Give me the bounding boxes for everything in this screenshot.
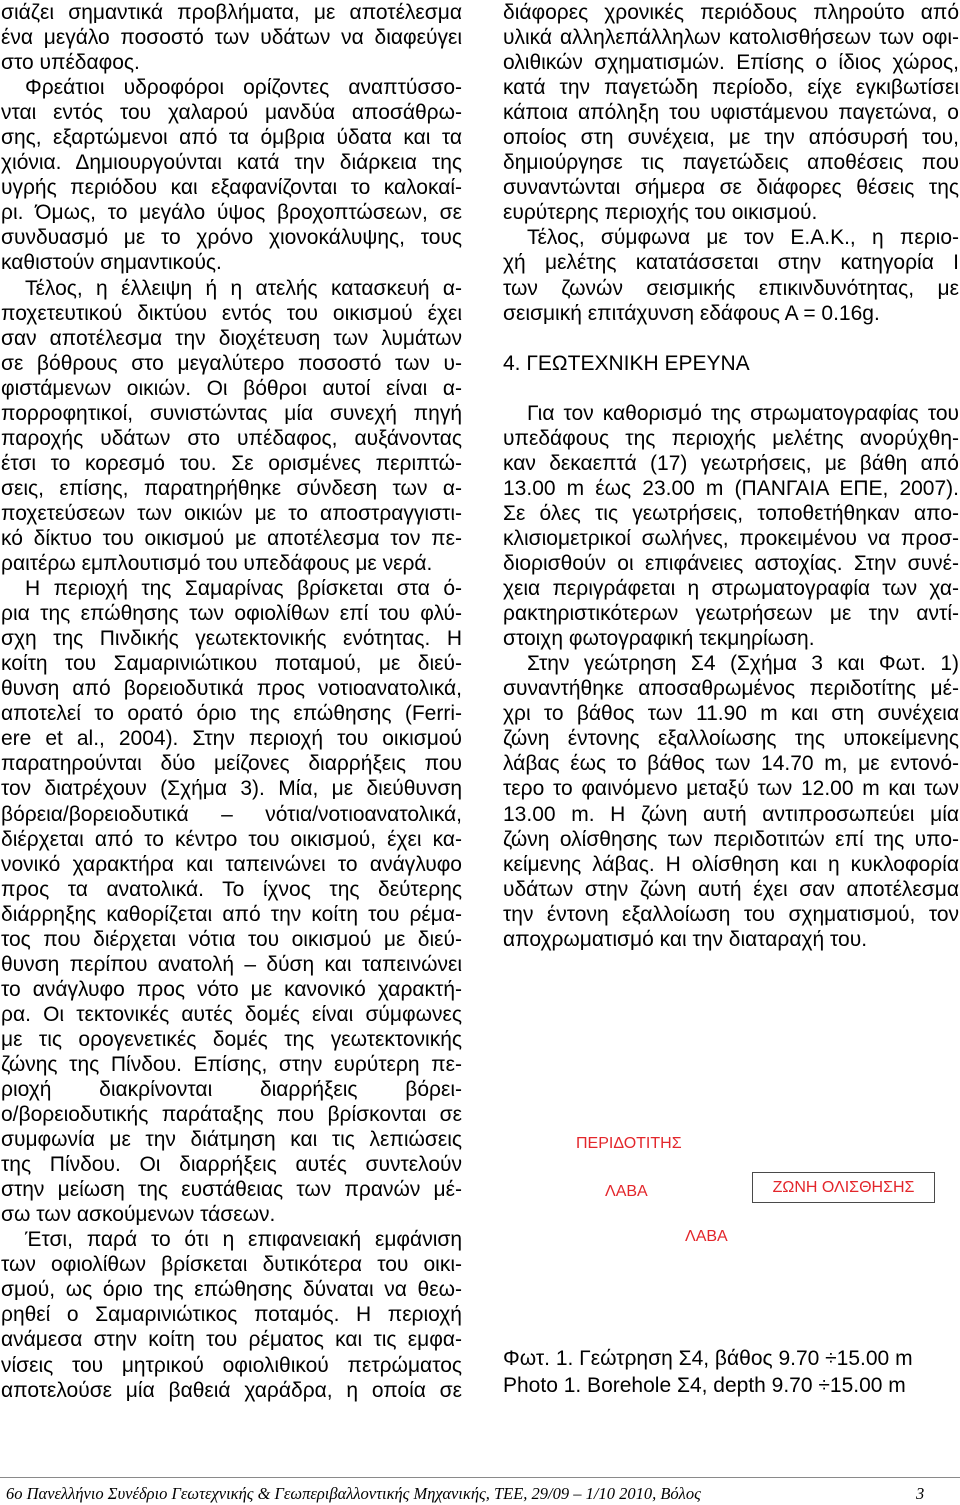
text-line: τον διατρέχουν (Σχήμα 3). Μία, με διεύθυνση — [1, 777, 462, 801]
text-line: ένα μεγάλο ποσοστό των υδάτων να διαφεύγει — [1, 26, 462, 50]
text-line: σχη της Πινδικής γεωτεκτονικής ενότητας. Η — [1, 627, 462, 651]
text-line: πορροφητικοί, συνιστώντας μία συνεχή πηγή — [1, 401, 462, 425]
text-line: Για τον καθορισμό της στρωματογραφίας του — [527, 401, 959, 425]
photo-caption-english: Photo 1. Borehole Σ4, depth 9.70 ÷15.00 m — [503, 1374, 906, 1397]
text-line: Τέλος, σύμφωνα με τον Ε.Α.Κ., η περιο- — [527, 226, 959, 250]
text-line: έτσι το κορεσμό του. Σε ορισμένες περιπτώ- — [1, 451, 462, 475]
text-line: σμού, ως όριο της επώθησης δύναται να θεω- — [1, 1278, 462, 1302]
text-line: υδάτων στην ζώνη αυτή έχει σαν αποτέλεσμα — [503, 877, 959, 901]
text-line: ευρύτερης περιοχής του οικισμού. — [503, 201, 818, 225]
text-line: χή μελέτης κατατάσσεται στην κατηγορία Ι — [503, 251, 959, 275]
text-line: συναντώνται σήμερα σε διάφορες θέσεις της — [503, 176, 959, 200]
text-line: σης, εξαρτώμενοι από τα όμβρια ύδατα και τα — [1, 126, 462, 150]
text-line: Η περιοχή της Σαμαρίνας βρίσκεται στα ό- — [25, 577, 462, 601]
text-line: κοίτη του Σαμαρινιώτικου ποταμού, με διεύ- — [1, 652, 462, 676]
text-line: κείμενης λάβας. Η ολίσθηση και η κυκλοφορία — [503, 852, 959, 876]
text-line: Τέλος, η έλλειψη ή η ατελής κατασκευή α- — [25, 276, 462, 300]
text-line: των οφιολίθων βρίσκεται δυτικότερα του οικι- — [1, 1253, 462, 1277]
text-line: ποχετεύσεων των οικιών με το αποστραγγιστι- — [1, 501, 462, 525]
page-number: 3 — [916, 1484, 925, 1503]
text-line: στοιχη φωτογραφική τεκμηρίωση. — [503, 627, 815, 651]
text-line: Σε όλες τις γεωτρήσεις, τοποθετήθηκαν απο- — [503, 501, 959, 525]
text-line: σε βόθρους στο μεγαλύτερο ποσοστό των υ- — [1, 351, 462, 375]
text-line: κάποια απόληξη του υφιστάμενου παγετώνα, ο — [503, 101, 959, 125]
text-line: χρι το βάθος των 11.90 m και στη συνέχεια — [503, 702, 959, 726]
text-line: φιστάμενων οικιών. Οι βόθροι αυτοί είναι α- — [1, 376, 462, 400]
blank-line — [503, 326, 959, 351]
text-line: 13.00 m. Η ζώνη αυτή αντιπροσωπεύει μία — [503, 802, 959, 826]
text-line: ζώνη ολίσθησης των περιδοτιτών επί της υπο- — [503, 827, 959, 851]
text-line: Φρεάτιοι υδροφόροι ορίζοντες αναπτύσσο- — [25, 76, 462, 100]
text-line: στην μείωση της ευστάθειας των πρανών μέ- — [1, 1178, 462, 1202]
text-line: διάρρηξης καθορίζεται από την κοίτη του ρέμα- — [1, 902, 462, 926]
photo-label-lava: ΛΑΒΑ — [597, 1178, 656, 1206]
text-line: θυνση περίπου ανατολή – δύση και ταπεινώνει — [1, 952, 462, 976]
text-line: ολιθικών σχηματισμών. Επίσης ο ίδιος χώρος, — [503, 51, 959, 75]
text-line: συναντήθηκε αποσαθρωμένος περιδοτίτης μέ- — [503, 677, 959, 701]
right-column — [503, 0, 959, 952]
text-line: υλικά αλληλεπάλληλων κατολισθήσεων των οφι- — [503, 26, 959, 50]
text-line: ο/βορειοδυτικής παράταξης που βρίσκονται σε — [1, 1103, 462, 1127]
text-line: τος που διέρχεται νότια του οικισμού με διεύ- — [1, 927, 462, 951]
text-line: Έτσι, παρά το ότι η επιφανειακή εμφάνιση — [25, 1228, 462, 1252]
text-line: διέρχεται από το κέντρο του οικισμού, έχει κα- — [1, 827, 462, 851]
text-line: διάφορες χρονικές περιόδους πληρούτο από — [503, 1, 959, 24]
blank-line — [503, 376, 959, 401]
text-line: στο υπέδαφος. — [1, 51, 140, 75]
text-line: με τις ορογενετικές δομές της γεωτεκτονικής — [1, 1027, 462, 1051]
text-line: ρα. Οι τεκτονικές αυτές δομές είναι σύμφωνες — [1, 1002, 462, 1026]
photo-label-peridotite: ΠΕΡΙΔΟΤΙΤΗΣ — [568, 1130, 690, 1158]
text-line: ανάμεσα στην κοίτη του ρέματος και τις εμφα- — [1, 1328, 462, 1352]
text-line: διορισθούν οι επιφάνειες αστοχίας. Στην συνέ- — [503, 552, 959, 576]
text-line: των ζωνών σεισμικής επικινδυνότητας, με — [503, 276, 959, 300]
text-line: σεισμική επιτάχυνση εδάφους Α = 0.16g. — [503, 301, 880, 325]
text-line: κλισιομετρικοί σωλήνες, προκειμένου να προσ- — [503, 526, 959, 550]
text-line: ρι. Όμως, το μεγάλο ύψος βροχοπτώσεων, σε — [1, 201, 462, 225]
text-line: χιόνια. Δημιουργούνται κατά την διάρκεια της — [1, 151, 462, 175]
text-line: παροχής υδάτων στο υπέδαφος, αυξάνοντας — [1, 426, 462, 450]
text-line: σεις, επίσης, παρατηρήθηκε σύνδεση των α- — [1, 476, 462, 500]
text-line: ραιτέρω εμπλουτισμό του υπεδάφους με νερά. — [1, 552, 433, 576]
text-line: αποτελούσε μία βαθειά χαράδρα, η οποία σε — [1, 1378, 462, 1402]
text-line: ρηθεί ο Σαμαρινιώτικος ποταμός. Η περιοχή — [1, 1303, 462, 1327]
text-line: λάβας έως το βάθος των 14.70 m, με εντονό- — [503, 752, 959, 776]
text-line: νται εντός του χαλαρού μανδύα αποσάθρω- — [1, 101, 462, 125]
text-line: κατά την παγετώδη περίοδο, είχε εγκιβωτίσει — [503, 76, 959, 100]
text-line: κό δίκτυο του οικισμού με αποτέλεσμα τον πε- — [1, 526, 462, 550]
text-line: υγρής περιόδου και εξαφανίζονται το καλοκαί- — [1, 176, 462, 200]
text-line: ποχετευτικού δικτύου εντός του οικισμού έχει — [1, 301, 462, 325]
text-line: νίσεις του μητρικού οφιολιθικού πετρώματος — [1, 1353, 462, 1377]
text-line: το ανάγλυφο προς νότο με κανονικό χαρακτή- — [1, 977, 462, 1001]
photo-label-lava: ΛΑΒΑ — [677, 1223, 736, 1251]
text-line: συμφωνία με την διάτμηση και τις λεπιώσεις — [1, 1128, 462, 1152]
text-line: Στην γεώτρηση Σ4 (Σχήμα 3 και Φωτ. 1) — [527, 652, 959, 676]
text-line: την έντονη εξαλλοίωση του σχηματισμού, τον — [503, 902, 959, 926]
text-line: ζώνης της Πίνδου. Επίσης, στην ευρύτερη πε- — [1, 1052, 462, 1076]
left-column — [1, 0, 462, 1403]
text-line: σιάζει σημαντικά προβλήματα, με αποτέλεσμα — [1, 1, 462, 24]
text-line: σω των ασκούμενων τάσεων. — [1, 1203, 276, 1227]
text-line: ere et al., 2004). Στην περιοχή του οικισμού — [1, 727, 462, 751]
text-line: σαν αποτέλεσμα την διοχέτευση των λυμάτων — [1, 326, 462, 350]
section-heading: 4. ΓΕΩΤΕΧΝΙΚΗ ΕΡΕΥΝΑ — [503, 351, 750, 375]
text-line: της Πίνδου. Οι διαρρήξεις αυτές συντελούν — [1, 1153, 462, 1177]
photo-label-slip-zone: ΖΩΝΗ ΟΛΙΣΘΗΣΗΣ — [752, 1172, 935, 1203]
text-line: ριοχή διακρίνονται διαρρήξεις βόρει- — [1, 1078, 462, 1102]
text-line: αποχρωματισμό και την διαταραχή του. — [503, 927, 868, 951]
footer-divider — [0, 1477, 960, 1478]
text-line: συνδυασμό με το χρόνο χιονοκάλυψης, τους — [1, 226, 462, 250]
text-line: θυνση από βορειοδυτικά προς νοτιοανατολικά, — [1, 677, 462, 701]
photo-caption-greek: Φωτ. 1. Γεώτρηση Σ4, βάθος 9.70 ÷15.00 m — [503, 1347, 913, 1370]
text-line: αποτελεί το ορατό όριο της επώθησης (Ferri- — [1, 702, 462, 726]
text-line: τερο το φαινόμενο μεταξύ των 12.00 m και των — [503, 777, 959, 801]
text-line: υπεδάφους της περιοχής μελέτης ανορύχθη- — [503, 426, 959, 450]
text-line: 13.00 m έως 23.00 m (ΠΑΝΓΑΙΑ ΕΠΕ, 2007). — [503, 476, 959, 500]
text-line: οποίος στη συνέχεια, με την απόσυρσή του, — [503, 126, 959, 150]
footer-conference: 6o Πανελλήνιο Συνέδριο Γεωτεχνικής & Γεωπεριβαλλοντικής Μηχανικής, ΤΕΕ, 29/09 – 1/10 2010, Βόλος — [6, 1484, 701, 1503]
text-line: βόρεια/βορειοδυτικά – νότια/νοτιοανατολικά, — [1, 802, 462, 826]
text-line: δημιούργησε τις παγετώδεις αποθέσεις που — [503, 151, 959, 175]
text-line: νονικό χαρακτήρα και ταπεινώνει το ανάγλυφο — [1, 852, 462, 876]
text-line: παρατηρούνται δύο μείζονες διαρρήξεις που — [1, 752, 462, 776]
text-line: καθιστούν σημαντικούς. — [1, 251, 222, 275]
text-line: χεια περιγράφεται η στρωματογραφία των χα- — [503, 577, 959, 601]
text-line: καν δεκαεπτά (17) γεωτρήσεις, με βάθη από — [503, 451, 959, 475]
text-line: ρια της επώθησης των οφιολίθων επί του φλύ- — [1, 602, 462, 626]
text-line: ρακτηριστικότερων γεωτρήσεων με την αντί- — [503, 602, 959, 626]
text-line: ζώνη έντονης εξαλλοίωσης της υποκείμενης — [503, 727, 959, 751]
text-line: προς τα ανατολικά. Το ίχνος της δεύτερης — [1, 877, 462, 901]
